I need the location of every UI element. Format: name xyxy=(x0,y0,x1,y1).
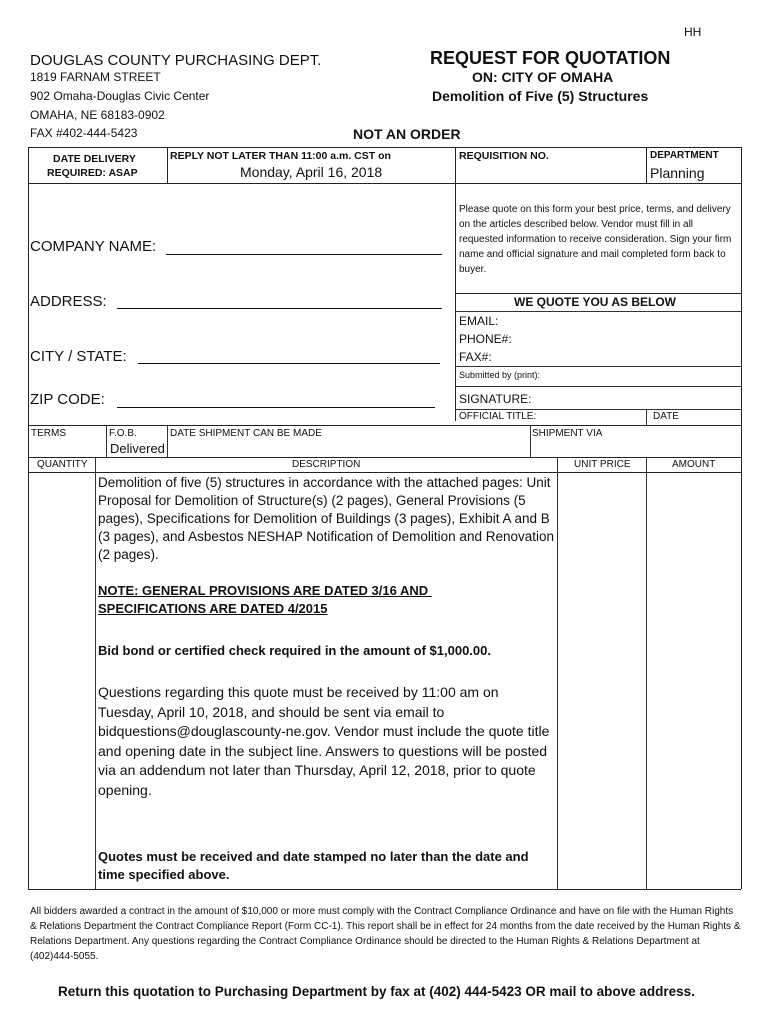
department-value: Planning xyxy=(650,165,705,181)
company-name-label: COMPANY NAME: xyxy=(30,238,157,255)
company-name-field[interactable] xyxy=(166,254,442,255)
fax-field[interactable]: FAX#: xyxy=(459,350,492,364)
questions-note: Questions regarding this quote must be received by 11:00 am on Tuesday, April 10, 2018, and should be sent via email to bidquestions@douglascounty-ne.gov. Vendor must include the quote title and opening date in the subject line. Answers to questions will be posted via an addendum not later than Thursday, April 12, 2018, prior to quote opening. xyxy=(98,684,550,798)
official-title-field[interactable]: OFFICIAL TITLE: xyxy=(459,411,537,422)
dept-city: OMAHA, NE 68183-0902 xyxy=(30,108,165,122)
terms-label: TERMS xyxy=(31,428,66,439)
requisition-label: REQUISITION NO. xyxy=(459,150,549,162)
dept-street: 1819 FARNAM STREET xyxy=(30,70,161,84)
date-shipment-label: DATE SHIPMENT CAN BE MADE xyxy=(170,428,322,439)
fob-label: F.O.B. xyxy=(109,428,137,439)
dept-name: DOUGLAS COUNTY PURCHASING DEPT. xyxy=(30,52,322,69)
signature-field[interactable]: SIGNATURE: xyxy=(459,392,532,406)
deadline-note: Quotes must be received and date stamped no later than the date and time specified above. xyxy=(98,849,529,882)
compliance-text: All bidders awarded a contract in the amount of $10,000 or more must comply with the Contract Compliance Ordinance and have on file with the Human Rights & Relations Department the Contract Compliance Report (Form CC-1). This report shall be in effect for 24 months from the date received by the Human Rights & Relations Department. Any questions regarding the Contract Compliance Ordinance should be directed to the Human Rights & Relations Department at (402)444-5055. xyxy=(30,906,741,962)
note-provisions-line2: SPECIFICATIONS ARE DATED 4/2015 xyxy=(98,601,328,616)
column-amount: AMOUNT xyxy=(672,459,716,470)
email-field[interactable]: EMAIL: xyxy=(459,314,499,328)
instructions-text: Please quote on this form your best price, terms, and delivery on the articles described below. Vendor must fill in all requested information to receive consideration. Sign your firm name and official signature and mail completed form back to buyer. xyxy=(459,204,732,275)
dept-fax: FAX #402-444-5423 xyxy=(30,126,138,140)
date-field[interactable]: DATE xyxy=(653,411,679,422)
corner-code: HH xyxy=(684,25,702,39)
quote-box-heading: WE QUOTE YOU AS BELOW xyxy=(514,295,677,309)
delivery-required-label: REQUIRED: ASAP xyxy=(47,167,138,179)
column-unit-price: UNIT PRICE xyxy=(574,459,631,470)
zip-code-field[interactable] xyxy=(117,407,435,408)
note-provisions-line1: NOTE: GENERAL PROVISIONS ARE DATED 3/16 AND xyxy=(98,583,432,598)
reply-deadline-label: REPLY NOT LATER THAN 11:00 a.m. CST on xyxy=(170,150,391,162)
city-state-label: CITY / STATE: xyxy=(30,348,127,365)
shipment-via-label: SHIPMENT VIA xyxy=(532,428,603,439)
reply-deadline-date: Monday, April 16, 2018 xyxy=(240,164,383,180)
description-scope: Demolition of five (5) structures in accordance with the attached pages: Unit Proposal for Demolition of Structure(s) (2 pages), General Provisions (5 pages), Specifications for Demolition of Buildings (3 pages), Exhibit A and B (3 pages), and Asbestos NESHAP Notification of Demolition and Renovation (2 pages). xyxy=(98,475,555,562)
column-description: DESCRIPTION xyxy=(292,459,361,470)
zip-code-label: ZIP CODE: xyxy=(30,391,105,408)
fob-value: Delivered xyxy=(110,441,165,456)
phone-field[interactable]: PHONE#: xyxy=(459,332,512,346)
column-quantity: QUANTITY xyxy=(37,459,88,470)
bid-bond-note: Bid bond or certified check required in the amount of $1,000.00. xyxy=(98,643,491,658)
city-state-field[interactable] xyxy=(138,363,440,364)
not-an-order: NOT AN ORDER xyxy=(353,126,461,142)
address-field[interactable] xyxy=(117,308,442,309)
subtitle-project: Demolition of Five (5) Structures xyxy=(432,88,649,104)
subtitle-on: ON: CITY OF OMAHA xyxy=(472,69,614,85)
dept-building: 902 Omaha-Douglas Civic Center xyxy=(30,89,210,103)
return-instructions: Return this quotation to Purchasing Department by fax at (402) 444-5423 OR mail to above address. xyxy=(58,984,695,999)
submitted-by-field[interactable]: Submitted by (print): xyxy=(459,370,541,380)
date-delivery-label: DATE DELIVERY xyxy=(53,153,136,165)
page-title: REQUEST FOR QUOTATION xyxy=(430,48,671,68)
address-label: ADDRESS: xyxy=(30,293,107,310)
department-label: DEPARTMENT xyxy=(650,150,719,161)
